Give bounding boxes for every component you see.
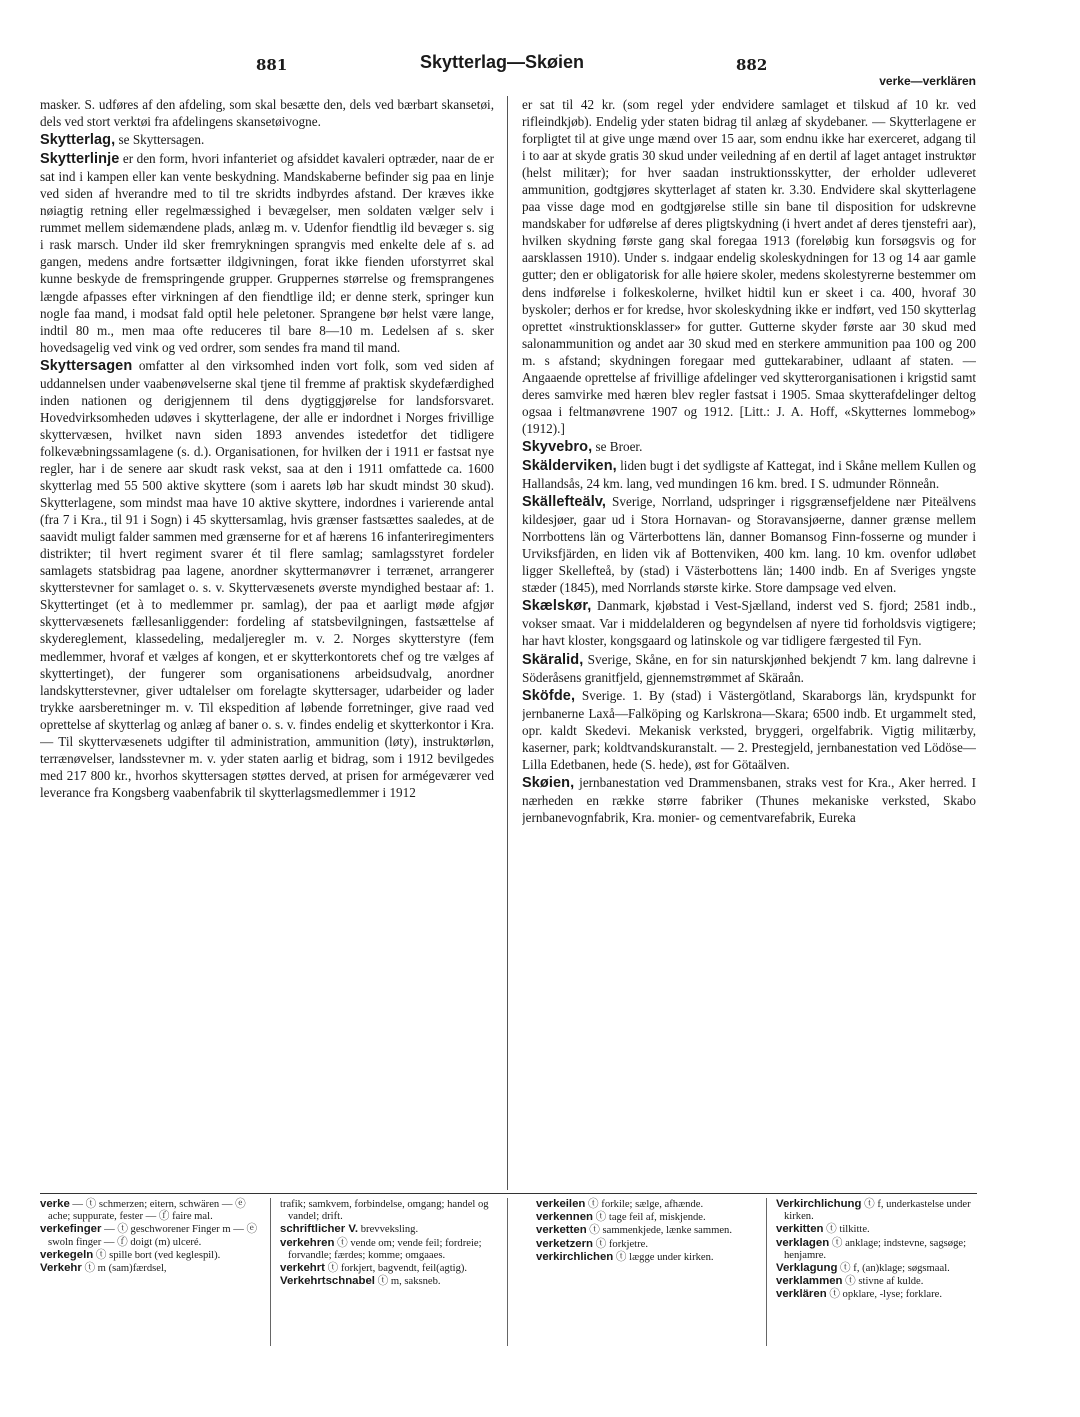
entry-headword: Skyttersagen	[40, 357, 133, 374]
footer-headword: verkefinger	[40, 1223, 102, 1236]
footer-divider	[270, 1198, 271, 1346]
entry-skaralid	[522, 651, 976, 686]
entry-skofde	[522, 687, 976, 773]
entry-skyvebro	[522, 438, 976, 456]
entry-text: Sverige, Skåne, en for sin naturskjønhed bekjendt 7 km. lang dalrevne i Söderåsens granitfjeld, gjennemstrømmet af Skäraån.	[522, 651, 976, 685]
entry-skytterlinje	[40, 150, 494, 356]
footer-entry	[280, 1275, 498, 1288]
footer-text: ⓣ forkjetre.	[593, 1238, 649, 1250]
entry-skytterlag	[40, 131, 494, 149]
right-column	[522, 96, 976, 1188]
footer-headword: Verkehrtschnabel	[280, 1275, 375, 1288]
footer-divider	[507, 1198, 508, 1346]
entry-headword: Skäralid,	[522, 651, 584, 668]
entry-headword: Skøien,	[522, 774, 575, 791]
footer-text: brevveksling.	[358, 1224, 419, 1236]
footer-text: ⓣ m, saksneb.	[374, 1276, 441, 1288]
page-number-left: 881	[256, 56, 288, 74]
footer-entry	[776, 1198, 994, 1223]
footer-text: ⓣ spille bort (ved keglespil).	[93, 1249, 221, 1261]
footer-entry	[536, 1251, 754, 1264]
footer-entry	[40, 1198, 258, 1223]
footer-text: ⓣ tilkitte.	[823, 1224, 870, 1236]
footer-text: ⓣ forkjert, bagvendt, feil(agtig).	[324, 1263, 468, 1275]
entry-text: Sverige. 1. By (stad) i Västergötland, Skaraborgs län, krydspunkt for jernbanerne Laxå—Falköping og Karlskrona—Skara; 6500 indb. Et urgammelt sted, opr. kaldt Skedevi. Mekanisk verksted, bryggeri, orgelfabrik. Vigtig militærby, kaserner, park; koldtvandskuranstalt. — 2. Prestegjeld, jernbanestation ved Lödöse—Lilla Edetbanen, hede (S. hede), øst for Götaälven.	[522, 687, 976, 772]
footer-headword: verkitten	[776, 1223, 824, 1236]
footer-headword: verkeilen	[536, 1198, 586, 1210]
footer-headword: Verkehr	[40, 1262, 82, 1275]
page-title: Skytterlag—Skøien	[420, 52, 585, 72]
footer-entry	[536, 1211, 754, 1224]
footer-entry	[280, 1237, 498, 1262]
entry-skoien	[522, 774, 976, 826]
footer-text: ⓣ f, underkastelse under kirken.	[784, 1199, 971, 1223]
entry-headword: Skyvebro,	[522, 438, 593, 455]
entry-text: se Broer.	[592, 438, 643, 454]
footer-headword: verke	[40, 1198, 70, 1210]
footer-text: — ⓣ schmerzen; eitern, schwären — ⓔ ache; suppurate, fester — ⓕ faire mal.	[48, 1199, 246, 1223]
entry-headword: Skytterlinje	[40, 151, 120, 168]
footer-entry	[280, 1198, 498, 1223]
footer-divider	[766, 1198, 767, 1346]
entry-skyttersagen	[40, 357, 494, 801]
paragraph: masker. S. udføres af den afdeling, som skal besætte den, dels ved bærbart skansetøi, dels ved stort verktøi fra afdelingens skansetøivogne.	[40, 97, 494, 130]
footer-entry	[40, 1249, 258, 1262]
dictionary-footer	[40, 1198, 980, 1348]
paragraph: er sat til 42 kr. (som regel yder endvidere samlaget et tilskud af 10 kr. ved rifleindkjøb). Endelig yder staten bidrag til anlæg af skydebaner. — Skytterlagene er forpligtet til at give unge mænd over 15 aar, som endnu ikke har exerceret, adgang til i to aar at skyde gratis 30 skud under veiledning af en dertil af laget antaget instruktør (helst militær); for hver saadan instruktionsskytter, der erholder udleveret ammunition, godtgjøres skytterlaget af staten kr. 3.30. Endvidere skal skytterlagene paa visse dage mod en godtgjørelse stille sin bane til disposition for udskrevne mandskaber for udførelse af deres pligtskydning (i hvert andet af deres tjenstefri aar), hvilken skydning første gang skal foregaa 1913 (foreløbig kun forsøgsvis og for aarsklassen 1910). Under s. indgaar endelig skoleskydningen for 13 og 14 aar gamle gutter; den er obligatorisk for alle høiere skoler, medens skolestyrerne bestemmer om dens indførelse i folkeskolerne, hvilket hidtil kun er skeet i ca. 400, hvoraf 30 byskoler; derhos er for kredse, hvor skoleskydning ikke er indført, ved 150 skytterlag oprettet «instruktionsklasser» for gutter. Gutterne skyder første aar 30 skud med salonammunition og andet aar 30 skud med en sterkere ammunition paa 100 og 200 m. s afstand; skydningen foregaar med guttekarabiner, udlaant af staten. — Angaaende oprettelse af frivillige afdelinger ved skytterorganisationen i krigstid samt deres samvirke med hæren blev regler fastsat i 1905. Smaa skytterafdelinger deltog ogsaa i feltmanøvrene 1907 og 1912. [Litt.: J. A. Hoff, «Skytternes lommebog» (1912).]	[522, 97, 976, 436]
footer-column-1	[40, 1198, 258, 1275]
running-head: verke—verklären	[879, 74, 976, 88]
footer-headword: Verklagung	[776, 1262, 838, 1275]
entry-skallefteal	[522, 493, 976, 596]
footer-headword: verketten	[536, 1224, 587, 1237]
footer-headword: schriftlicher V.	[280, 1223, 359, 1236]
footer-headword: verkehrt	[280, 1262, 325, 1275]
footer-headword: verketzern	[536, 1237, 593, 1250]
entry-text: omfatter al den virksomhed inden vort folk, som ved siden af uddannelsen under vaabenøvelserne skal tjene til fremme af praktisk skydefærdighed inden nationen og derigjennem til dens dygtiggjørelse for landsforsvaret. Hovedvirksomheden udøves i skytterlagene, der alle er indordnet i Norges frivillige skyttervæsen, hvilket navn siden 1893 anvendes istedetfor det tidligere folkevæbningssamlagene (s. d.). Organisationen, for hvilken der i 1911 er fastsat nye regler, har i de senere aar skudt rask vekst, saa at den i 1911 omfattede ca. 1600 skytterlag med 55 500 aktive skyttere (som i aarets løb har skudt mindst 30 skud). Skytterlagene, som mindst maa have 10 aktive skyttere, indordnes i varierende antal (fra 7 i Kra., til 91 i Sogn) i 45 skyttersamlag, hvis grænser fastsættes saaledes, at de saavidt muligt falder sammen med grænserne for et af hærens 16 infanteriregimenters distrikter; til hvert regiment svarer ét til flere samlag; samlagsstyret fordeler samlagets statsbidrag paa lagene, anordner skyttermanøvrer i terrænet, arrangerer skytterstevner for samlaget o. s. v. Skyttervæsenets øverste myndighed bestaar af: 1. Skyttertinget (et à to medlemmer pr. samlag), der paa et aarligt møde afgjør skyttervæsenets fællesanliggender: fordeling af statsbevilgningen, fastsættelse af skydereglement, klassedeling, medaljeregler m. v. 2. Norges skytterstyre (fem medlemmer, hvoraf et vælges af kongen, et er skytterkontorets chef og tre vælges af skyttertinget), der fungerer som organisationens arbeidsudvalg, anordner landskytterstevner, giver udtalelser om forelagte skyttersager, udarbeider og lader trykke aarsberetninger m. v. Til ekspedition af løbende forretninger, give raad ved oprettelse af skytterlag og anlæg af baner o. s. v. findes endelig et skytterkontor i Kra. — Til skyttervæsenets udgifter til administration, ammunition (løty), instruktørløn, terrænøvelser, landsstevner m. v. yder staten aarlig et bidrag, som i 1912 bevilgedes med 217 800 kr., hvorhos skyttersagen støttes derved, at prisen for armégeværer ved leverance fra Kongsberg vaabenfabrik til skytterlagsmedlemmer i 1912	[40, 357, 494, 800]
footer-entry	[776, 1262, 994, 1275]
footer-entry	[280, 1262, 498, 1275]
entry-headword: Skälderviken,	[522, 457, 617, 474]
footer-column-2	[280, 1198, 498, 1288]
footer-entry	[776, 1275, 994, 1288]
footer-entry	[536, 1198, 754, 1211]
footer-entry	[536, 1238, 754, 1251]
footer-text: trafik; samkvem, forbindelse, omgang; handel og vandel; drift.	[280, 1199, 489, 1223]
footer-headword: verkegeln	[40, 1248, 94, 1261]
footer-entry	[536, 1224, 754, 1237]
footer-headword: verklammen	[776, 1275, 843, 1288]
footer-entry	[776, 1288, 994, 1301]
footer-entry	[776, 1237, 994, 1262]
entry-text: Sverige, Norrland, udspringer i rigsgrænsefjeldene nær Piteälvens kildesjøer, gaar ud i Stora Hornavan- og Storavansjøerne, danner grænse mellem Norrbottens län og Värterbottens län, danner Bomansog Finn-fosserne og munder i Urviksfjärden, en liden vik af Bottenviken, 400 km. lang. 10 km. ovenfor udløbet ligger Skellefteå, by (stad) i Västerbottens län; 1400 indb. En af Sveriges yngste stæder (1845), med Norrlands største kirke. Store dampsage ved elven.	[522, 494, 976, 596]
entry-text: se Skyttersagen.	[115, 132, 205, 148]
footer-column-4	[776, 1198, 994, 1302]
footer-headword: verkehren	[280, 1236, 335, 1249]
footer-entry	[776, 1223, 994, 1236]
footer-headword: Verkirchlichung	[776, 1198, 862, 1210]
footer-headword: verkirchlichen	[536, 1250, 614, 1263]
footer-text: ⓣ anklage; indstevne, sagsøge; henjamre.	[784, 1237, 967, 1261]
footer-text: ⓣ stivne af kulde.	[842, 1276, 924, 1288]
footer-text: ⓣ forkile; sælge, afhænde.	[585, 1199, 704, 1210]
entry-text: Danmark, kjøbstad i Vest-Sjælland, inderst ved S. fjord; 2581 indb., vokser smaat. Var i middelalderen og begyndelsen af nyere tid forholdsvis vigtigere; har havt kloster, kongsgaard og latinskole og var tidligere færgested til Fyn.	[522, 598, 976, 649]
footer-rule	[40, 1193, 977, 1194]
entry-headword: Sköfde,	[522, 687, 576, 704]
footer-text: ⓣ f, (an)klage; søgsmaal.	[837, 1263, 950, 1275]
page-header	[0, 52, 1080, 92]
entry-headword: Skytterlag,	[40, 132, 116, 149]
footer-text: ⓣ lægge under kirken.	[613, 1251, 714, 1263]
footer-headword: verklagen	[776, 1236, 830, 1249]
entry-headword: Skällefteälv,	[522, 494, 607, 511]
footer-entry	[40, 1223, 258, 1248]
footer-entry	[280, 1223, 498, 1236]
footer-headword: verklären	[776, 1288, 827, 1301]
footer-column-3	[536, 1198, 754, 1264]
footer-text: ⓣ sammenkjede, lænke sammen.	[586, 1225, 732, 1237]
footer-text: ⓣ opklare, -lyse; forklare.	[826, 1289, 942, 1301]
page-number-right: 882	[736, 56, 768, 74]
footer-headword: verkennen	[536, 1211, 593, 1224]
entry-skaelskor	[522, 597, 976, 649]
entry-skalderviken	[522, 457, 976, 492]
footer-text: ⓣ m (sam)færdsel,	[81, 1263, 167, 1275]
entry-text: liden bugt i det sydligste af Kattegat, ind i Skåne mellem Kullen og Hallandsås, 24 km. lang, ved mundingen 16 km. bred. I S. udmunder Rönneån.	[522, 457, 976, 492]
footer-text: ⓣ vende om; vende feil; fordreie; forvandle; færdes; komme; omgaaes.	[288, 1237, 482, 1261]
footer-text: ⓣ tage feil af, miskjende.	[592, 1212, 706, 1224]
left-column	[40, 96, 494, 1188]
footer-entry	[40, 1262, 258, 1275]
footer-text: — ⓣ geschworener Finger m — ⓔ swoln finger — ⓕ doigt (m) ulceré.	[48, 1224, 258, 1248]
column-divider	[507, 96, 508, 1190]
entry-text: er den form, hvori infanteriet og afsiddet kavaleri optræder, naar de er sat ind i kampen eller kan vente beskydning. Mandskaberne befinder sig paa en linje ved siden af hverandre med to til tre skridts indbyrdes afstand. Der kræves ikke nøiagtig retning eller regelmæssighed i bevægelser, men soldaten vælger selv i rummet mellem sidemændene plads, anlæg m. v. Udenfor fiendtlig ild bevæger s. sig i rask marsch. Under ild sker fremrykningen sprangvis med enkelte dele af s. ad gangen, medens andre fortsætter ildgivningen, forat ikke fienden uforstyrret skal kunne beskyde de fremspringende grupper. Gruppernes størrelse og fremsprangenes længde afpasses efter virkningen af den fiendtlige ild; er denne sterk, springer kun nogle faa mand, i modsat fald optil hele peletoner. Sprangene bør helst være lange, indtil 80 m., men maa ofte reduceres til bare 8—10 m. Ledelsen af s. sker hovedsagelig ved vink og ved ordrer, som sendes fra mand til mand.	[40, 151, 494, 355]
entry-text: jernbanestation ved Drammensbanen, straks vest for Kra., Aker herred. I nærheden en række større fabriker (Thunes mekaniske verksted, Skabo jernbanevognfabrik, Kra. monier- og cementvarefabrik, Eureka	[522, 774, 976, 825]
entry-headword: Skælskør,	[522, 598, 592, 615]
